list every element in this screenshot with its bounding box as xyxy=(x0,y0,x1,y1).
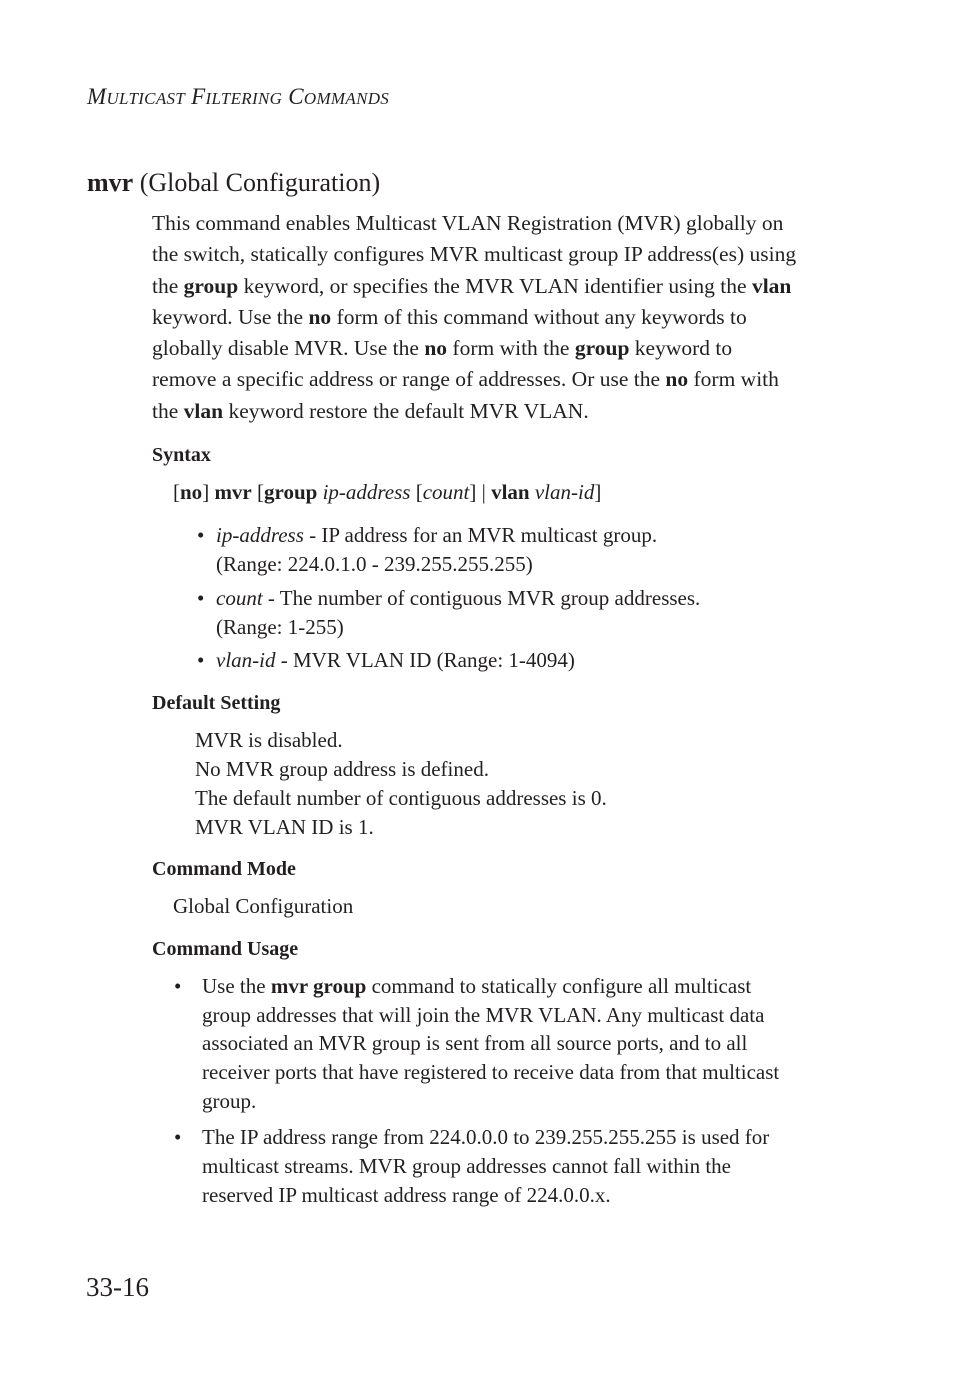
default-setting-heading: Default Setting xyxy=(152,692,281,714)
intro-paragraph xyxy=(152,208,852,427)
default-line: The default number of contiguous addresses is 0. xyxy=(195,786,607,810)
syntax-param-range: (Range: 224.0.1.0 - 239.255.255.255) xyxy=(216,552,533,576)
usage-line: multicast streams. MVR group addresses cannot fall within the xyxy=(202,1154,731,1178)
bullet-icon: • xyxy=(197,586,205,610)
syntax-line: [no] mvr [group ip-address [count] | vlan vlan-id] xyxy=(173,480,602,504)
usage-line: group addresses that will join the MVR VLAN. Any multicast data xyxy=(202,1003,765,1027)
command-usage-heading: Command Usage xyxy=(152,938,299,960)
intro-line: remove a specific address or range of addresses. Or use the no form with xyxy=(152,367,779,392)
bullet-icon: • xyxy=(174,1125,182,1149)
bullet-icon: • xyxy=(174,974,182,998)
usage-line: associated an MVR group is sent from all source ports, and to all xyxy=(202,1031,748,1055)
usage-line: Use the mvr group command to statically configure all multicast xyxy=(202,974,752,998)
syntax-param-ip-address: ip-address - IP address for an MVR multicast group. xyxy=(216,523,658,547)
page-number: 33-16 xyxy=(86,1272,149,1302)
section-title: mvr (Global Configuration) xyxy=(87,168,381,197)
usage-line: reserved IP multicast address range of 224.0.0.x. xyxy=(202,1183,611,1207)
syntax-param-count: count - The number of contiguous MVR group addresses. xyxy=(216,586,701,610)
intro-line: the group keyword, or specifies the MVR VLAN identifier using the vlan xyxy=(152,273,792,298)
intro-line: the vlan keyword restore the default MVR VLAN. xyxy=(152,398,589,423)
usage-line: receiver ports that have registered to receive data from that multicast xyxy=(202,1060,780,1084)
usage-line: group. xyxy=(202,1089,257,1113)
intro-line: the switch, statically configures MVR multicast group IP address(es) using xyxy=(152,242,797,267)
default-line: MVR VLAN ID is 1. xyxy=(195,815,374,839)
intro-line: keyword. Use the no form of this command without any keywords to xyxy=(152,304,747,329)
bullet-icon: • xyxy=(197,523,205,547)
running-header: MULTICAST FILTERING COMMANDS xyxy=(87,84,390,109)
usage-line: The IP address range from 224.0.0.0 to 239.255.255.255 is used for xyxy=(202,1125,770,1149)
syntax-heading: Syntax xyxy=(152,444,211,466)
default-line: MVR is disabled. xyxy=(195,728,343,752)
intro-line: globally disable MVR. Use the no form with the group keyword to xyxy=(152,336,733,361)
command-mode-heading: Command Mode xyxy=(152,858,296,880)
command-mode-value: Global Configuration xyxy=(173,894,354,918)
bullet-icon: • xyxy=(197,648,205,672)
syntax-param-vlan-id: vlan-id - MVR VLAN ID (Range: 1-4094) xyxy=(216,648,575,672)
intro-line: This command enables Multicast VLAN Registration (MVR) globally on xyxy=(152,211,784,235)
syntax-param-range: (Range: 1-255) xyxy=(216,615,344,639)
default-line: No MVR group address is defined. xyxy=(195,757,489,781)
